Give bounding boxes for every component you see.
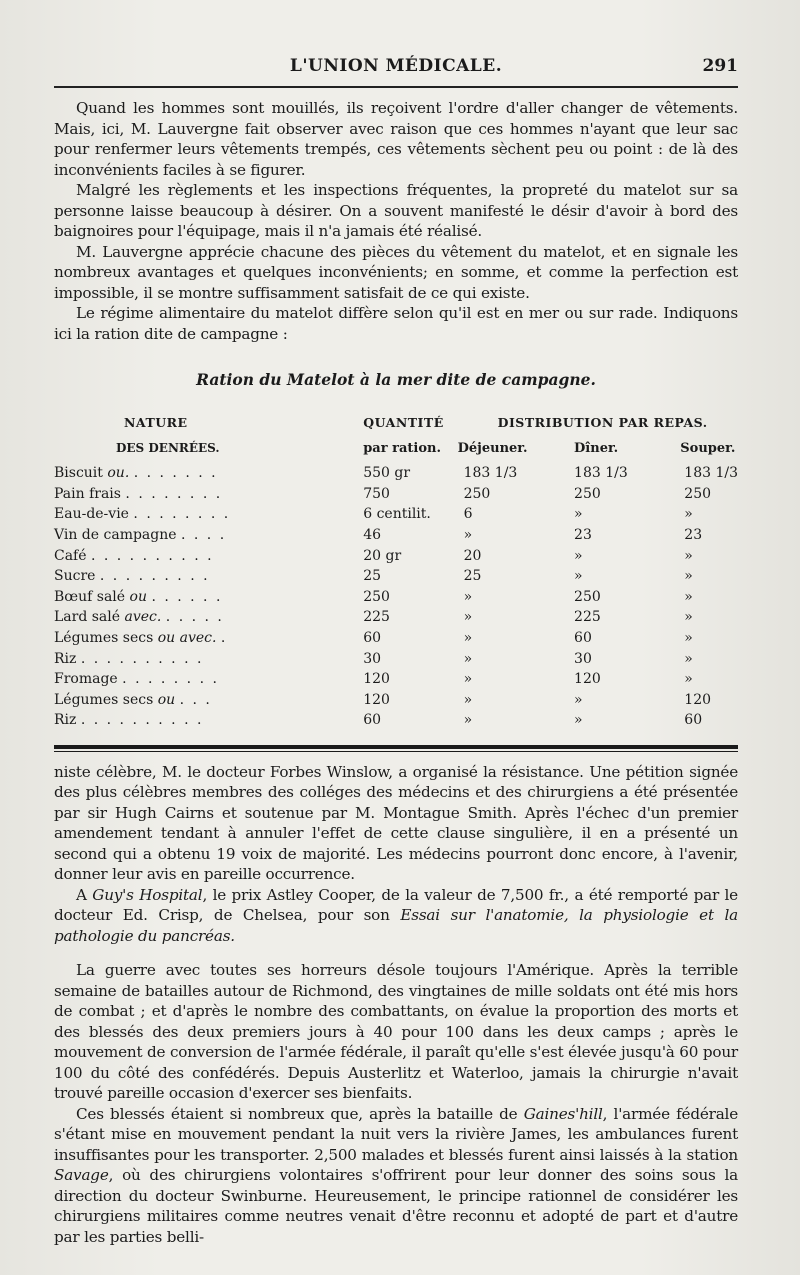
- spacer: [54, 946, 738, 960]
- diner-cell: »: [574, 506, 583, 523]
- header-quantite: QUANTITÉ: [363, 414, 444, 430]
- quantity-cell: 46: [363, 527, 382, 544]
- diner-cell: 23: [574, 527, 592, 544]
- paragraph-clothing: Quand les hommes sont mouillés, ils reçoivent l'ordre d'aller changer de vêtements. Mais, ici, M. Lauvergne fait observer avec raison que ces hommes n'ayant que leur sac pour renfermer leurs vêtements trempés, ces vêtements sèchent peu ou point : de là des inconvénients faciles à se figurer.: [54, 99, 738, 179]
- souper-cell: »: [684, 568, 693, 585]
- header-dejeuner: Déjeuner.: [457, 440, 528, 456]
- ration-table: [54, 411, 738, 731]
- header-nature: NATURE: [124, 414, 188, 430]
- dejeuner-cell: »: [463, 588, 473, 605]
- souper-cell: »: [684, 671, 693, 688]
- dejeuner-cell: 250: [463, 485, 491, 502]
- leader-dots: . . . . . . . . . .: [90, 547, 214, 564]
- table-header-row: [54, 411, 738, 433]
- header-souper: Souper.: [680, 440, 736, 456]
- table-row: [54, 525, 738, 546]
- dejeuner-cell: 20: [463, 547, 482, 564]
- quantity-cell: 25: [363, 568, 382, 585]
- food-name-cell: [54, 669, 363, 690]
- food-name-cell: [54, 525, 363, 546]
- food-name-cell: [54, 690, 363, 711]
- dejeuner-cell: 25: [463, 568, 482, 585]
- food-name-cell: [54, 545, 363, 566]
- food-name: Sucre: [54, 568, 96, 585]
- leader-dots: . . . . . .: [151, 588, 223, 605]
- leader-dots: . . . . . . . .: [125, 485, 223, 502]
- food-name: Biscuit: [54, 465, 103, 482]
- table-row: [54, 504, 738, 525]
- running-header: [54, 48, 738, 82]
- souper-cell: 60: [684, 712, 703, 729]
- leader-dots: . . . . . . . . . .: [80, 650, 204, 667]
- leader-dots: . . .: [179, 691, 212, 708]
- leader-dots: . . . . .: [165, 609, 224, 626]
- souper-cell: »: [684, 630, 693, 647]
- diner-cell: »: [574, 712, 583, 729]
- souper-cell: 250: [684, 485, 712, 502]
- table-title: Ration du Matelot à la mer dite de campagne.: [196, 370, 596, 389]
- diner-cell: »: [574, 691, 583, 708]
- quantity-cell: 550 gr: [363, 465, 411, 482]
- table-row: [54, 566, 738, 587]
- paragraph-guys-hospital: [54, 885, 738, 947]
- quantity-cell: 20 gr: [363, 547, 402, 564]
- dejeuner-cell: »: [463, 650, 473, 667]
- quantity-cell: 225: [363, 609, 390, 626]
- souper-cell: »: [684, 588, 693, 605]
- leader-dots: . . . . . . . . .: [99, 568, 210, 585]
- souper-cell: 120: [684, 691, 712, 708]
- header-distribution: DISTRIBUTION PAR REPAS.: [497, 414, 708, 430]
- souper-cell: »: [684, 547, 693, 564]
- dejeuner-cell: »: [463, 712, 473, 729]
- table-row: [54, 628, 738, 649]
- leader-dots: . . . . . . .: [133, 465, 218, 482]
- food-name: Légumes secs: [54, 630, 154, 647]
- food-name-cell: [54, 648, 363, 669]
- essay-title: Essai sur l'anatomie, la physiologie et la pathologie du pancréas.: [54, 906, 738, 945]
- paragraph-diet: Le régime alimentaire du matelot diffère selon qu'il est en mer ou sur rade. Indiquons ici la ration dite de campagne :: [54, 304, 738, 343]
- journal-title: L'UNION MÉDICALE.: [289, 56, 503, 76]
- food-qualifier: ou: [129, 588, 147, 605]
- diner-cell: 183 1/3: [574, 465, 628, 482]
- leader-dots: . . . . . . . .: [133, 506, 231, 523]
- food-qualifier: avec.: [124, 609, 162, 626]
- dejeuner-cell: »: [463, 691, 473, 708]
- paragraph-wounded: [54, 1104, 738, 1248]
- table-subheader-row: [54, 433, 738, 463]
- leader-dots: . . . . . . . .: [122, 671, 219, 688]
- paragraph-winslow: niste célèbre, M. le docteur Forbes Winslow, a organisé la résistance. Une pétition signée des plus célèbres membres des colléges des médecins et des chirurgiens a été présentée par sir Hugh Cairns et soutenue par M. Montague Smith. Après l'échec d'un premier amendement tendant à annuler l'effet de cette clause singulière, il en a présenté un second qui a obtenu 19 voix de majorité. Les médecins pourront donc encore, à l'avenir, donner leur avis en pareille occurrence.: [54, 762, 738, 884]
- quantity-cell: 60: [363, 630, 382, 647]
- food-name-cell: [54, 566, 363, 587]
- food-name-cell: [54, 504, 363, 525]
- table-row: [54, 545, 738, 566]
- dejeuner-cell: »: [463, 527, 473, 544]
- diner-cell: 250: [574, 588, 601, 605]
- food-name-cell: [54, 628, 363, 649]
- dejeuner-cell: 6: [463, 506, 473, 523]
- battle-name: Gaines'hill: [523, 1104, 603, 1123]
- text-fragment: Ces blessés étaient si nombreux que, après la bataille de: [76, 1104, 524, 1123]
- souper-cell: 23: [684, 527, 703, 544]
- section-divider: [54, 745, 738, 752]
- diner-cell: 120: [574, 671, 601, 688]
- souper-cell: »: [684, 609, 693, 626]
- table-row: [54, 648, 738, 669]
- quantity-cell: 120: [363, 691, 390, 708]
- dejeuner-cell: »: [463, 609, 473, 626]
- food-name: Lard salé: [54, 609, 121, 626]
- table-row: [54, 710, 738, 731]
- header-rule: [54, 86, 738, 88]
- food-name-cell: [54, 607, 363, 628]
- food-qualifier: ou: [157, 691, 176, 708]
- page-number: 291: [702, 56, 738, 76]
- diner-cell: 250: [574, 485, 601, 502]
- souper-cell: »: [684, 650, 693, 667]
- header-diner: Dîner.: [574, 440, 619, 456]
- food-qualifier: ou avec.: [157, 630, 217, 647]
- table-row: [54, 484, 738, 505]
- guys-hospital-name: Guy's Hospital: [92, 885, 203, 904]
- table-row: [54, 463, 738, 484]
- table-row: [54, 690, 738, 711]
- food-name-cell: [54, 587, 363, 608]
- leader-dots: . . . .: [181, 527, 227, 544]
- dejeuner-cell: 183 1/3: [463, 465, 518, 482]
- header-par-ration: par ration.: [363, 440, 441, 456]
- food-name: Vin de campagne: [54, 527, 177, 544]
- food-name: Pain frais: [54, 485, 121, 502]
- dejeuner-cell: »: [463, 671, 473, 688]
- souper-cell: 183 1/3: [684, 465, 738, 482]
- leader-dots: .: [220, 630, 228, 647]
- header-denrees: DES DENRÉES.: [116, 441, 220, 455]
- quantity-cell: 60: [363, 712, 382, 729]
- diner-cell: 30: [574, 650, 592, 667]
- quantity-cell: 6 centilit.: [363, 506, 431, 523]
- diner-cell: »: [574, 568, 583, 585]
- food-name: Eau-de-vie: [54, 506, 129, 523]
- text-fragment: , le prix Astley Cooper, de la valeur de 7,500 fr., a été remporté par le docteur Ed. Crisp, de Chelsea, pour son: [54, 885, 738, 925]
- food-name-cell: [54, 710, 363, 731]
- paragraph-garments: M. Lauvergne apprécie chacune des pièces du vêtement du matelot, et en signale les nombreux avantages et quelques inconvénients; en somme, et comme la perfection est impossible, il se montre suffisamment satisfait de ce qui existe.: [54, 242, 738, 302]
- food-name: Riz: [54, 650, 77, 667]
- food-name: Légumes secs: [54, 691, 154, 708]
- food-name: Riz: [54, 712, 77, 729]
- diner-cell: 60: [574, 630, 592, 647]
- food-name-cell: [54, 484, 363, 505]
- quantity-cell: 30: [363, 650, 382, 667]
- paragraph-hygiene: Malgré les règlements et les inspections fréquentes, la propreté du matelot sur sa personne laisse beaucoup à désirer. On a souvent manifesté le désir d'avoir à bord des baignoires pour l'équipage, mais il n'a jamais été réalisé.: [54, 181, 738, 240]
- food-name: Café: [54, 547, 87, 564]
- food-name: Fromage: [54, 671, 118, 688]
- diner-cell: 225: [574, 609, 601, 626]
- food-name-cell: [54, 463, 363, 484]
- diner-cell: »: [574, 547, 583, 564]
- leader-dots: . . . . . . . . . .: [80, 712, 204, 729]
- table-row: [54, 669, 738, 690]
- ration-rows: [54, 463, 738, 731]
- text-fragment: A: [76, 885, 93, 904]
- food-name: Bœuf salé: [54, 588, 126, 605]
- food-qualifier: ou.: [107, 465, 130, 482]
- table-row: [54, 587, 738, 608]
- text-fragment: , l'armée fédérale s'étant mise en mouvement pendant la nuit vers la rivière James, les ambulances furent insuffisantes pour les transporter. 2,500 malades et blessés furent ainsi laissés à la station: [54, 1104, 738, 1164]
- station-name: Savage: [54, 1166, 109, 1185]
- paragraph-war: La guerre avec toutes ses horreurs désole toujours l'Amérique. Après la terrible semaine de batailles autour de Richmond, des vingtaines de mille soldats ont été mis hors de combat ; et d'après le nombre des combattants, on évalue la proportion des morts et des blessés des deux premiers jours à 40 pour 100 dans les deux camps ; après le mouvement de conversion de l'armée fédérale, il paraît qu'elle s'est élevée jusqu'à 60 pour 100 du côté des confédérés. Depuis Austerlitz et Waterloo, jamais la chirurgie n'avait trouvé pareille occasion d'exercer ses bienfaits.: [54, 961, 738, 1103]
- quantity-cell: 120: [363, 671, 390, 688]
- quantity-cell: 750: [363, 485, 390, 502]
- dejeuner-cell: »: [463, 630, 473, 647]
- text-fragment: , où des chirurgiens volontaires s'offrirent pour leur donner des soins sous la direction du docteur Swinburne. Heureusement, le principe rationnel de considérer les chirurgiens militaires comme neutres venait d'être reconnu et adopté de part et d'autre par les parties belli-: [54, 1166, 738, 1246]
- table-row: [54, 607, 738, 628]
- quantity-cell: 250: [363, 588, 390, 605]
- souper-cell: »: [684, 506, 693, 523]
